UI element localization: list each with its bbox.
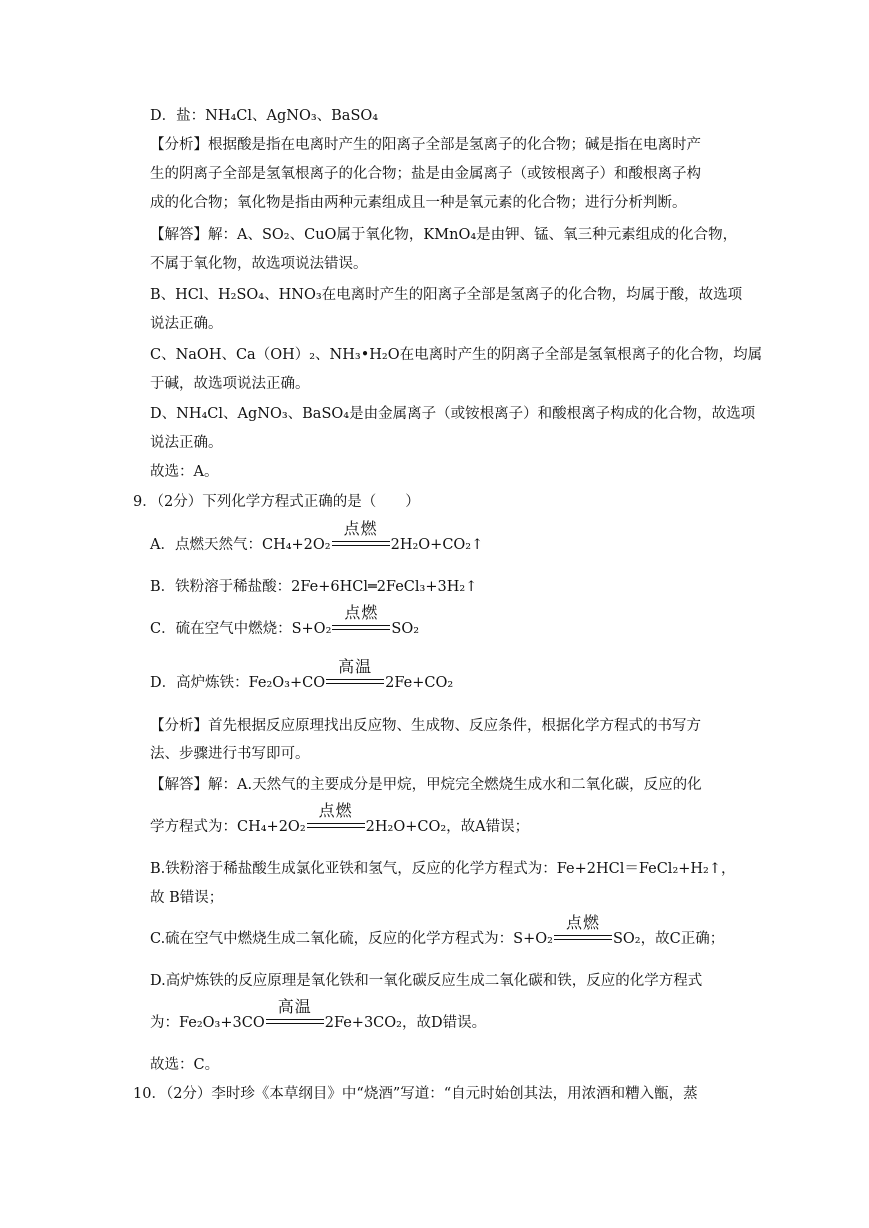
equation-right: 2Fe+3CO₂，故D错误。 [324, 1015, 487, 1031]
answer-line: D、NH₄Cl、AgNO₃、BaSO₄是由金属离子（或铵根离子）和酸根离子构成的化合物，故选项 [150, 406, 756, 422]
equation-right: SO₂ [391, 621, 420, 637]
answer-line: 故 B错误； [150, 890, 224, 906]
reaction-condition [332, 603, 390, 633]
question-10: 10．（2分）李时珍《本草纲目》中“烧酒”写道：“自元时始创其法，用浓酒和糟入甑，蒸 [133, 1086, 698, 1102]
equation-left: C.硫在空气中燃烧生成二氧化硫，反应的化学方程式为：S+O₂ [150, 931, 553, 947]
answer-line: 说法正确。 [150, 435, 223, 451]
equation-left: A．点燃天然气：CH₄+2O₂ [150, 537, 331, 553]
answer-line: C、NaOH、Ca（OH）₂、NH₃•H₂O在电离时产生的阴离子全部是氢氧根离子的化合物，均属 [150, 347, 763, 363]
equation-left: 为：Fe₂O₃+3CO [150, 1015, 265, 1031]
reaction-condition [307, 801, 365, 831]
analysis-line: 【分析】根据酸是指在电离时产生的阳离子全部是氢离子的化合物；碱是指在电离时产 [150, 137, 701, 153]
answer-line: 说法正确。 [150, 316, 223, 332]
condition-label: 点燃 [344, 603, 379, 622]
equation-left: C．硫在空气中燃烧：S+O₂ [150, 621, 332, 637]
answer-equation-d [150, 997, 487, 1033]
equation-right: 2Fe+CO₂ [385, 675, 454, 691]
option-a [150, 519, 484, 555]
analysis-line: 成的化合物；氧化物是指由两种元素组成且一种是氧元素的化合物；进行分析判断。 [150, 195, 687, 211]
option-d [150, 657, 454, 693]
equation-left: D．高炉炼铁：Fe₂O₃+CO [150, 675, 326, 691]
reaction-condition [332, 519, 390, 549]
reaction-condition [554, 913, 612, 943]
answer-line: D.高炉炼铁的反应原理是氧化铁和一氧化碳反应生成二氧化碳和铁，反应的化学方程式 [150, 973, 703, 989]
option-d-salt: D．盐：NH₄Cl、AgNO₃、BaSO₄ [150, 108, 379, 124]
answer-line: 【解答】解：A、SO₂、CuO属于氧化物，KMnO₄是由钾、锰、氧三种元素组成的化合物， [150, 227, 738, 243]
reaction-condition [266, 997, 324, 1027]
answer-equation-c [150, 913, 725, 949]
answer-choice: 故选：C。 [150, 1057, 220, 1073]
equation-right: 2H₂O+CO₂，故A错误； [365, 819, 530, 835]
answer-line: 于碱，故选项说法正确。 [150, 376, 310, 392]
condition-label: 点燃 [565, 913, 600, 932]
equation-right: 2H₂O+CO₂↑ [390, 537, 484, 553]
answer-choice: 故选：A。 [150, 464, 219, 480]
analysis-line: 【分析】首先根据反应原理找出反应物、生成物、反应条件，根据化学方程式的书写方 [150, 718, 701, 734]
answer-line: 不属于氧化物，故选项说法错误。 [150, 256, 368, 272]
answer-line: 【解答】解：A.天然气的主要成分是甲烷，甲烷完全燃烧生成水和二氧化碳，反应的化 [150, 777, 702, 793]
answer-line: B、HCl、H₂SO₄、HNO₃在电离时产生的阳离子全部是氢离子的化合物，均属于酸，故选项 [150, 287, 743, 303]
equation-right: SO₂，故C正确； [612, 931, 725, 947]
reaction-condition [326, 657, 384, 687]
answer-line: B.铁粉溶于稀盐酸生成氯化亚铁和氢气，反应的化学方程式为：Fe+2HCl＝FeCl₂+H₂↑， [150, 861, 736, 877]
condition-label: 点燃 [343, 519, 378, 538]
question-9: 9．（2分）下列化学方程式正确的是（ ） [133, 494, 420, 510]
condition-label: 高温 [277, 997, 312, 1016]
condition-label: 点燃 [318, 801, 353, 820]
analysis-line: 法、步骤进行书写即可。 [150, 746, 310, 762]
option-c [150, 603, 420, 639]
equation-left: 学方程式为：CH₄+2O₂ [150, 819, 306, 835]
condition-label: 高温 [338, 657, 373, 676]
option-b: B．铁粉溶于稀盐酸：2Fe+6HCl═2FeCl₃+3H₂↑ [150, 579, 478, 595]
analysis-line: 生的阴离子全部是氢氧根离子的化合物；盐是由金属离子（或铵根离子）和酸根离子构 [150, 166, 701, 182]
answer-equation-a [150, 801, 530, 837]
